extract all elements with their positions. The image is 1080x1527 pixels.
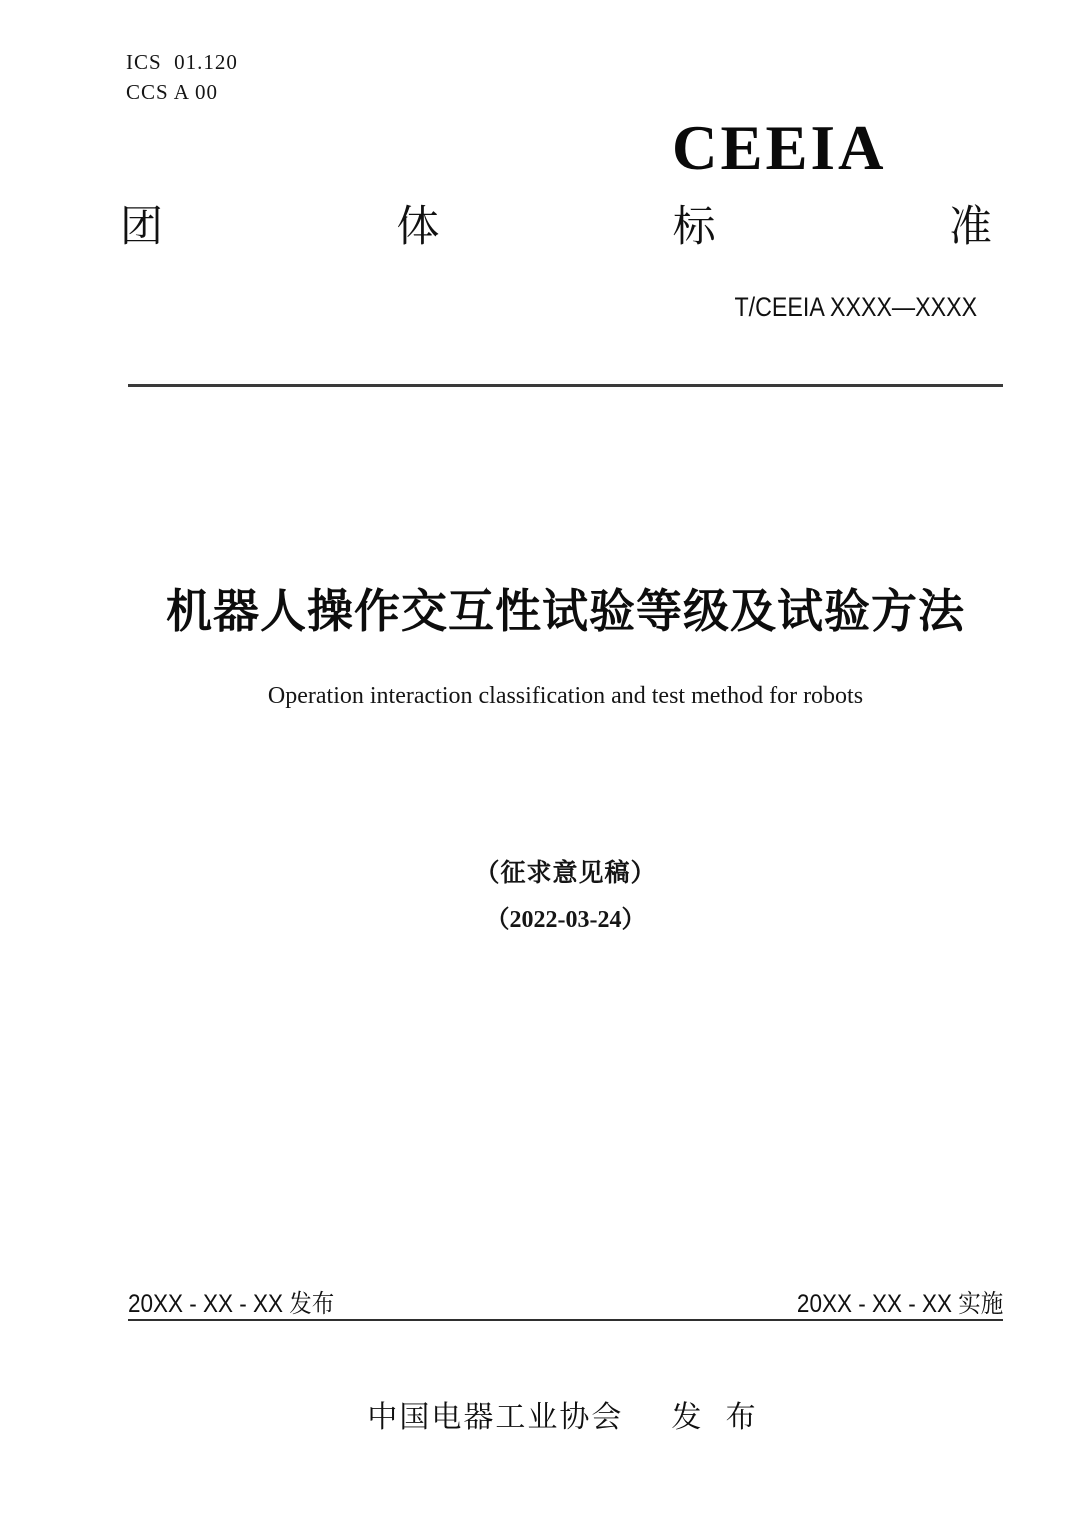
top-rule (128, 384, 1003, 387)
standard-type-char: 体 (396, 203, 440, 251)
publisher-line (128, 1392, 1003, 1436)
implement-date: 20XX - XX - XX 实施 (796, 1290, 1003, 1318)
ics-classification-code: ICS 01.120 (126, 50, 238, 74)
issue-date: 20XX - XX - XX 发布 (128, 1290, 335, 1318)
issue-implement-dates-row (128, 1284, 1003, 1320)
draft-date: （2022-03-24） (485, 907, 646, 933)
bottom-rule (128, 1319, 1003, 1321)
organization-acronym-logo: CEEIA (672, 113, 887, 183)
publisher-name: 中国电器工业协会 (367, 1401, 624, 1434)
ccs-classification-code: CCS A 00 (126, 80, 219, 104)
draft-stage-note: （征求意见稿） (474, 860, 657, 887)
document-title-chinese: 机器人操作交互性试验等级及试验方法 (166, 585, 965, 637)
standard-type-char: 准 (948, 203, 992, 251)
publish-action-label: 发 布 (671, 1401, 764, 1434)
document-title-english: Operation interaction classification and test method for robots (267, 683, 864, 709)
standard-number: T/CEEIA XXXX—XXXX (734, 292, 977, 322)
standard-type-char: 团 (120, 203, 163, 251)
standard-type-char: 标 (672, 203, 716, 251)
standard-type-title (120, 203, 992, 251)
